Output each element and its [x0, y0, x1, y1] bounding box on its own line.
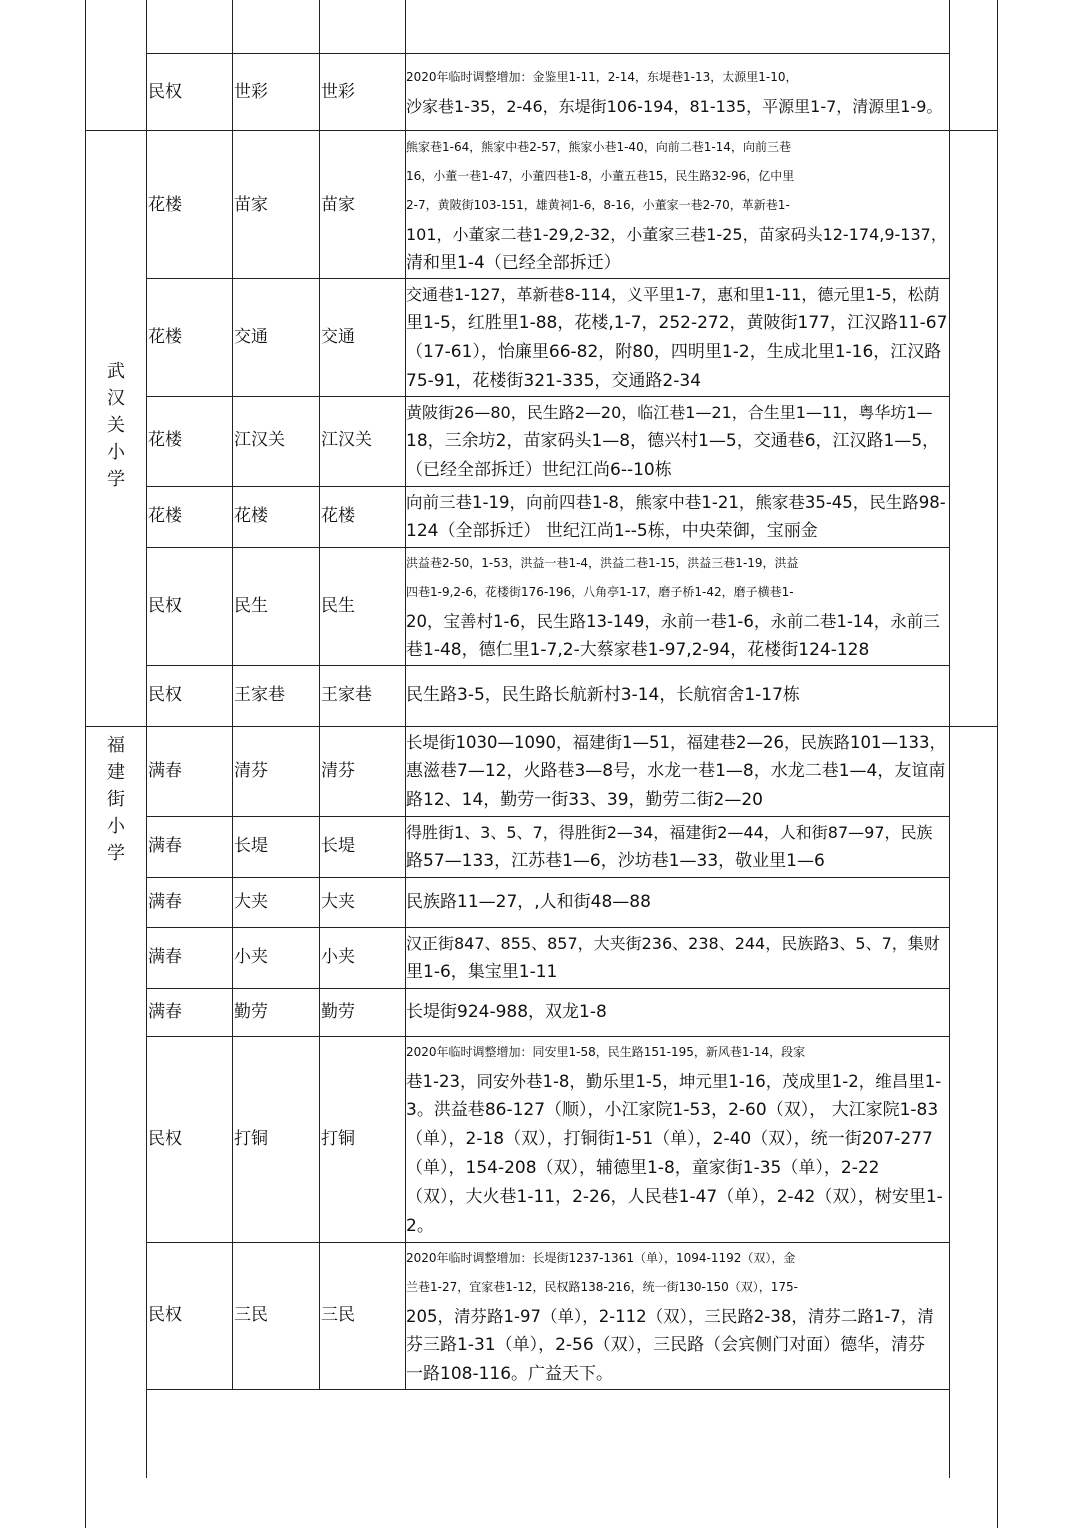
school-name-cell	[86, 358, 146, 493]
grid-cell: 王家巷	[321, 685, 372, 705]
address-cell	[406, 133, 947, 278]
column-divider	[949, 0, 950, 1478]
school-name-char: 汉	[107, 388, 125, 409]
row-divider	[146, 927, 950, 928]
address-cell	[406, 728, 946, 815]
community-cell: 交通	[234, 327, 268, 347]
address-line: 路12、14，勤劳一街33、39，勤劳二街2—20	[406, 790, 763, 810]
community-cell: 三民	[234, 1305, 268, 1325]
grid-cell: 苗家	[321, 195, 355, 215]
district-cell: 满春	[148, 761, 182, 781]
district-cell: 满春	[148, 947, 182, 967]
address-line: 2-7，黄陂街103-151，雄黄祠1-6，8-16，小董家一巷2-70，革新巷1-	[406, 198, 790, 212]
district-cell: 花楼	[148, 430, 182, 450]
address-line: （单），154-208（双），辅德里1-8，童家街1-35（单），2-22	[406, 1158, 880, 1178]
address-line: 巷1-23，同安外巷1-8，勤乐里1-5，坤元里1-16，茂成里1-2，维昌里1-	[406, 1072, 942, 1091]
community-cell: 花楼	[234, 506, 268, 526]
community-cell: 江汉关	[234, 430, 285, 450]
address-line: （双），大火巷1-11，2-26，人民巷1-47（单），2-42（双），树安里1-	[406, 1187, 943, 1207]
address-cell	[406, 681, 800, 710]
address-cell	[406, 280, 947, 396]
address-cell	[406, 818, 933, 876]
grid-cell: 打铜	[321, 1129, 355, 1149]
community-cell: 清芬	[234, 761, 268, 781]
address-line: 2。	[406, 1216, 434, 1236]
district-cell: 花楼	[148, 327, 182, 347]
address-line: 民生路3-5，民生路长航新村3-14，长航宿舍1-17栋	[406, 685, 800, 705]
row-divider	[146, 53, 950, 54]
row-divider	[146, 877, 950, 878]
school-name-char: 武	[107, 361, 125, 382]
district-cell: 民权	[148, 596, 182, 616]
address-cell	[406, 549, 940, 665]
address-line: 兰巷1-27，宜家巷1-12，民权路138-216，统一街130-150（双），175-	[406, 1280, 798, 1294]
address-line: 汉正街847、855、857，大夹街236、238、244，民族路3、5、7，集财	[406, 934, 940, 953]
community-cell: 大夹	[234, 892, 268, 912]
address-line: 芬三路1-31（单），2-56（双），三民路（会宾侧门对面）德华，清芬	[406, 1335, 926, 1355]
address-line: 得胜街1、3、5、7，得胜街2—34，福建街2—44，人和街87—97，民族	[406, 823, 933, 842]
grid-cell: 勤劳	[321, 1002, 355, 1022]
address-line: 长堤街924-988，双龙1-8	[406, 1002, 607, 1022]
community-cell: 苗家	[234, 195, 268, 215]
row-divider	[146, 396, 950, 397]
row-divider	[146, 816, 950, 817]
row-divider	[85, 130, 998, 131]
column-divider	[319, 0, 320, 1390]
school-name-char: 街	[107, 789, 125, 810]
address-line: 黄陂街26—80，民生路2—20，临江巷1—21，合生里1—11，粤华坊1—	[406, 403, 933, 422]
row-divider	[146, 1036, 950, 1037]
grid-cell: 大夹	[321, 892, 355, 912]
address-line: 惠滋巷7—12，火路巷3—8号，水龙一巷1—8，水龙二巷1—4，友谊南	[406, 761, 946, 781]
address-line: 18，三余坊2，苗家码头1—8，德兴村1—5，交通巷6，江汉路1—5，	[406, 431, 940, 451]
address-line: 熊家巷1-64，熊家中巷2-57，熊家小巷1-40，向前二巷1-14，向前三巷	[406, 140, 791, 154]
address-cell	[406, 63, 942, 121]
address-line: 101，小董家二巷1-29,2-32，小董家三巷1-25，苗家码头12-174,9-137，	[406, 225, 947, 244]
address-cell	[406, 398, 939, 485]
address-line: 20，宝善村1-6，民生路13-149，永前一巷1-6，永前二巷1-14，永前三	[406, 612, 940, 631]
column-divider	[146, 0, 147, 1478]
district-cell: 花楼	[148, 506, 182, 526]
address-line: 向前三巷1-19，向前四巷1-8，熊家中巷1-21，熊家巷35-45，民生路98-	[406, 493, 946, 512]
district-cell: 满春	[148, 1002, 182, 1022]
school-name-cell	[86, 732, 146, 867]
school-name-char: 建	[107, 762, 125, 783]
address-line: 一路108-116。广益天下。	[406, 1364, 614, 1384]
district-cell: 民权	[148, 1129, 182, 1149]
address-line: 2020年临时调整增加：同安里1-58，民生路151-195，新风巷1-14，段家	[406, 1045, 806, 1059]
community-cell: 勤劳	[234, 1002, 268, 1022]
row-divider	[146, 988, 950, 989]
address-line: 交通巷1-127，革新巷8-114，义平里1-7，惠和里1-11，德元里1-5，松荫	[406, 285, 940, 304]
district-cell: 满春	[148, 836, 182, 856]
row-divider	[146, 665, 950, 666]
district-cell: 民权	[148, 1305, 182, 1325]
address-line: 2020年临时调整增加：金鉴里1-11，2-14，东堤巷1-13，太源里1-10，	[406, 70, 798, 84]
address-line: （17-61），怡廉里66-82，附80，四明里1-2，生成北里1-16，江汉路	[406, 342, 942, 362]
grid-cell: 江汉关	[321, 430, 372, 450]
address-cell	[406, 998, 607, 1027]
community-cell: 打铜	[234, 1129, 268, 1149]
address-line: 巷1-48，德仁里1-7,2-大蔡家巷1-97,2-94，花楼街124-128	[406, 640, 870, 660]
address-cell	[406, 929, 940, 987]
address-line: 四巷1-9,2-6，花楼街176-196，八角亭1-17，磨子桥1-42，磨子横巷1-	[406, 585, 794, 599]
address-line: 路57—133，江苏巷1—6，沙坊巷1—33，敬业里1—6	[406, 851, 825, 871]
address-line: 205，清芬路1-97（单），2-112（双），三民路2-38，清芬二路1-7，清	[406, 1307, 934, 1326]
address-line: 里1-6，集宝里1-11	[406, 962, 558, 982]
address-line: 沙家巷1-35，2-46，东堤街106-194，81-135，平源里1-7，清源里1-9。	[406, 97, 943, 116]
row-divider	[85, 726, 998, 727]
address-line: 124（全部拆迁） 世纪江尚1--5栋，中央荣御，宝丽金	[406, 521, 818, 541]
community-cell: 世彩	[234, 82, 268, 102]
community-cell: 长堤	[234, 836, 268, 856]
school-name-char: 关	[107, 415, 125, 436]
district-cell: 民权	[148, 685, 182, 705]
row-divider	[146, 1242, 950, 1243]
community-cell: 王家巷	[234, 685, 285, 705]
address-cell	[406, 1244, 934, 1389]
address-line: 清和里1-4（已经全部拆迁）	[406, 253, 621, 273]
address-line: 75-91，花楼街321-335，交通路2-34	[406, 371, 702, 391]
grid-cell: 花楼	[321, 506, 355, 526]
community-cell: 民生	[234, 596, 268, 616]
grid-cell: 长堤	[321, 836, 355, 856]
district-cell: 满春	[148, 892, 182, 912]
column-divider	[232, 0, 233, 1390]
address-line: （单），2-18（双），打铜街1-51（单），2-40（双），统一街207-277	[406, 1129, 933, 1149]
address-line: 民族路11—27，,人和街48—88	[406, 892, 651, 912]
address-line: 16，小董一巷1-47，小董四巷1-8，小董五巷15，民生路32-96，亿中里	[406, 169, 795, 183]
grid-cell: 民生	[321, 596, 355, 616]
community-cell: 小夹	[234, 947, 268, 967]
address-cell	[406, 488, 946, 546]
address-line: （已经全部拆迁）世纪江尚6--10栋	[406, 460, 672, 480]
grid-cell: 交通	[321, 327, 355, 347]
row-divider	[146, 1389, 950, 1390]
grid-cell: 清芬	[321, 761, 355, 781]
district-cell: 民权	[148, 82, 182, 102]
address-line: 里1-5，红胜里1-88，花楼,1-7，252-272，黄陂街177，江汉路11-67	[406, 313, 948, 333]
address-cell	[406, 1038, 943, 1241]
grid-cell: 三民	[321, 1305, 355, 1325]
address-line: 2020年临时调整增加：长堤街1237-1361（单），1094-1192（双），金	[406, 1251, 796, 1265]
grid-cell: 小夹	[321, 947, 355, 967]
row-divider	[146, 547, 950, 548]
table-border-right	[997, 0, 998, 1528]
address-line: 长堤街1030—1090，福建街1—51，福建巷2—26，民族路101—133，	[406, 733, 946, 752]
district-cell: 花楼	[148, 195, 182, 215]
row-divider	[146, 486, 950, 487]
row-divider	[146, 278, 950, 279]
school-name-char: 小	[107, 442, 125, 463]
school-name-char: 学	[107, 843, 125, 864]
address-line: 3。洪益巷86-127（顺），小江家院1-53，2-60（双）， 大江家院1-83	[406, 1100, 939, 1120]
grid-cell: 世彩	[321, 82, 355, 102]
school-name-char: 福	[107, 735, 125, 756]
school-name-char: 小	[107, 816, 125, 837]
school-name-char: 学	[107, 469, 125, 490]
address-cell	[406, 888, 651, 917]
address-line: 洪益巷2-50，1-53，洪益一巷1-4，洪益二巷1-15，洪益三巷1-19，洪益	[406, 556, 799, 570]
